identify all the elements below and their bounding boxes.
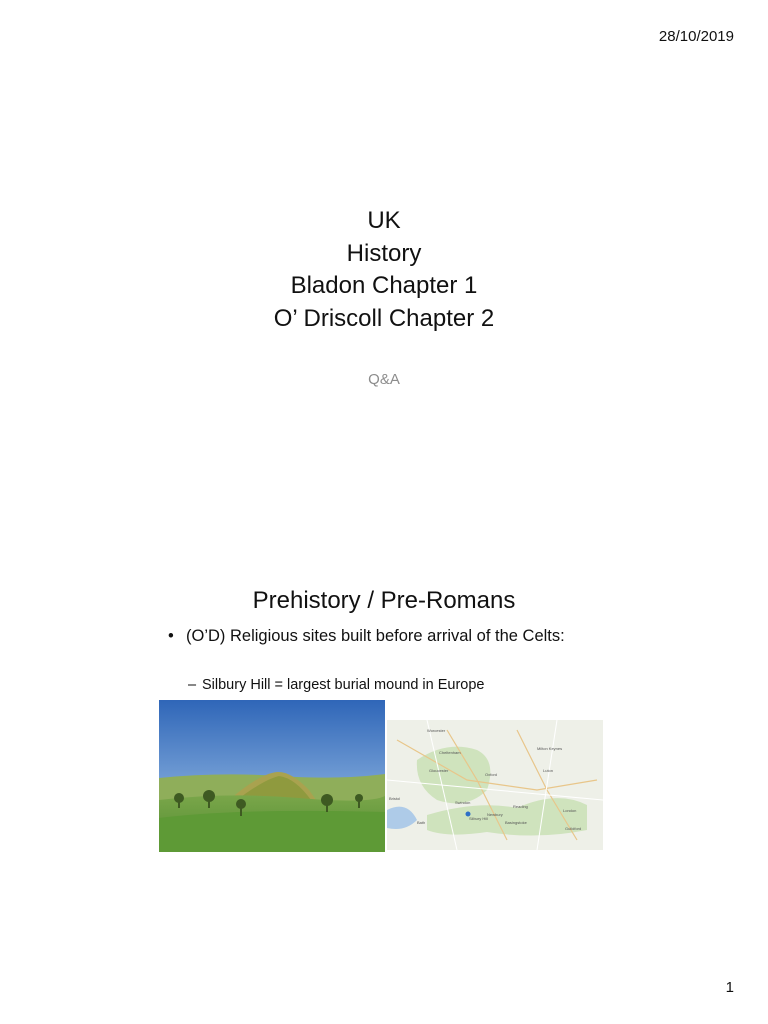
map-label: Oxford [485, 772, 498, 777]
sub-bullet-marker: – [188, 677, 197, 693]
map-label: Reading [513, 804, 528, 809]
sub-bullet-text: Silbury Hill = largest burial mound in Europe [202, 677, 485, 693]
location-map [387, 720, 603, 850]
title-subtitle: Q&A [368, 371, 400, 388]
bullet-item [168, 625, 588, 647]
title-line-2: History [346, 239, 422, 267]
map-label: Bath [417, 820, 426, 825]
silbury-hill-photo [159, 700, 385, 852]
map-label: Worcester [427, 728, 446, 733]
map-label: Silbury Hill [469, 816, 488, 821]
bullet-marker: • [168, 627, 174, 645]
map-label: Cheltenham [439, 750, 461, 755]
bullet-text: (O’D) Religious sites built before arrival of the Celts: [186, 627, 565, 645]
title-slide [0, 205, 768, 388]
map-label: Guildford [565, 826, 582, 831]
content-slide [0, 585, 768, 693]
map-label: Milton Keynes [537, 746, 563, 751]
title-line-3: Bladon Chapter 1 [290, 272, 478, 299]
sub-bullet-item [188, 675, 485, 695]
map-label: Swindon [455, 800, 471, 805]
map-label: London [563, 808, 577, 813]
map-label: Basingstoke [505, 820, 527, 825]
page-number: 1 [725, 979, 734, 996]
map-label: Bristol [389, 796, 401, 801]
map-label: Luton [543, 768, 554, 773]
title-line-1: UK [367, 207, 401, 234]
map-label: Newbury [487, 812, 503, 817]
map-label: Gloucester [429, 768, 449, 773]
title-line-4: O’ Driscoll Chapter 2 [273, 304, 495, 332]
page-date: 28/10/2019 [658, 28, 734, 45]
slide-title: Prehistory / Pre-Romans [252, 587, 516, 614]
location-pin-icon [466, 812, 471, 817]
